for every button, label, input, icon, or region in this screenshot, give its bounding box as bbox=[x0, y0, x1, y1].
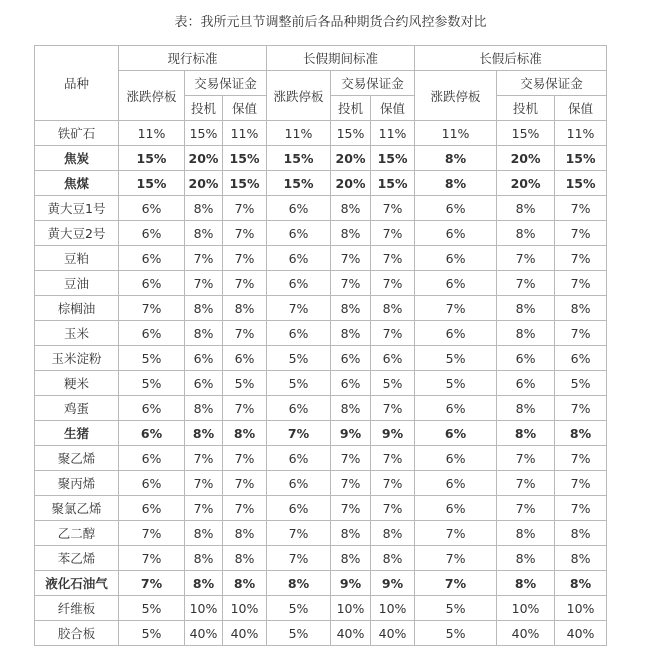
value-cell: 6% bbox=[415, 446, 497, 471]
header-group-current: 现行标准 bbox=[119, 46, 267, 71]
value-cell: 6% bbox=[119, 421, 185, 446]
variety-cell: 铁矿石 bbox=[35, 121, 119, 146]
value-cell: 7% bbox=[267, 521, 331, 546]
header-spec-current: 投机 bbox=[185, 96, 223, 121]
variety-cell: 纤维板 bbox=[35, 596, 119, 621]
table-row bbox=[35, 396, 607, 421]
table-row bbox=[35, 296, 607, 321]
value-cell: 7% bbox=[371, 246, 415, 271]
value-cell: 5% bbox=[267, 621, 331, 646]
value-cell: 20% bbox=[497, 146, 555, 171]
value-cell: 6% bbox=[415, 271, 497, 296]
variety-cell: 胶合板 bbox=[35, 621, 119, 646]
table-row bbox=[35, 121, 607, 146]
value-cell: 8% bbox=[371, 546, 415, 571]
value-cell: 7% bbox=[497, 446, 555, 471]
value-cell: 15% bbox=[185, 121, 223, 146]
value-cell: 11% bbox=[555, 121, 607, 146]
value-cell: 5% bbox=[415, 346, 497, 371]
value-cell: 15% bbox=[555, 171, 607, 196]
value-cell: 6% bbox=[555, 346, 607, 371]
value-cell: 6% bbox=[119, 446, 185, 471]
variety-cell: 聚丙烯 bbox=[35, 471, 119, 496]
value-cell: 8% bbox=[497, 421, 555, 446]
header-hedge-holiday: 保值 bbox=[371, 96, 415, 121]
value-cell: 11% bbox=[223, 121, 267, 146]
value-cell: 6% bbox=[119, 196, 185, 221]
value-cell: 8% bbox=[185, 321, 223, 346]
value-cell: 6% bbox=[223, 346, 267, 371]
value-cell: 7% bbox=[185, 246, 223, 271]
value-cell: 6% bbox=[119, 246, 185, 271]
value-cell: 8% bbox=[331, 221, 371, 246]
value-cell: 6% bbox=[497, 371, 555, 396]
value-cell: 8% bbox=[267, 571, 331, 596]
value-cell: 7% bbox=[185, 496, 223, 521]
variety-cell: 豆粕 bbox=[35, 246, 119, 271]
value-cell: 8% bbox=[415, 171, 497, 196]
value-cell: 7% bbox=[555, 471, 607, 496]
value-cell: 6% bbox=[415, 196, 497, 221]
value-cell: 6% bbox=[267, 321, 331, 346]
value-cell: 5% bbox=[119, 621, 185, 646]
value-cell: 5% bbox=[415, 596, 497, 621]
value-cell: 5% bbox=[267, 346, 331, 371]
value-cell: 8% bbox=[497, 221, 555, 246]
variety-cell: 焦炭 bbox=[35, 146, 119, 171]
value-cell: 6% bbox=[119, 471, 185, 496]
table-caption: 表：我所元旦节调整前后各品种期货合约风控参数对比 bbox=[174, 15, 487, 30]
table-row bbox=[35, 446, 607, 471]
value-cell: 6% bbox=[119, 496, 185, 521]
value-cell: 6% bbox=[415, 471, 497, 496]
header-spec-after: 投机 bbox=[497, 96, 555, 121]
value-cell: 8% bbox=[497, 296, 555, 321]
value-cell: 5% bbox=[267, 596, 331, 621]
value-cell: 6% bbox=[267, 446, 331, 471]
value-cell: 15% bbox=[223, 171, 267, 196]
value-cell: 6% bbox=[331, 371, 371, 396]
variety-cell: 玉米 bbox=[35, 321, 119, 346]
value-cell: 7% bbox=[267, 546, 331, 571]
table-row bbox=[35, 321, 607, 346]
value-cell: 8% bbox=[497, 546, 555, 571]
value-cell: 7% bbox=[555, 446, 607, 471]
value-cell: 5% bbox=[223, 371, 267, 396]
value-cell: 15% bbox=[331, 121, 371, 146]
value-cell: 6% bbox=[415, 396, 497, 421]
value-cell: 7% bbox=[185, 446, 223, 471]
table-row bbox=[35, 471, 607, 496]
variety-cell: 玉米淀粉 bbox=[35, 346, 119, 371]
table-body bbox=[35, 121, 607, 646]
value-cell: 8% bbox=[555, 546, 607, 571]
value-cell: 10% bbox=[185, 596, 223, 621]
value-cell: 7% bbox=[415, 571, 497, 596]
variety-cell: 乙二醇 bbox=[35, 521, 119, 546]
value-cell: 6% bbox=[415, 321, 497, 346]
value-cell: 11% bbox=[415, 121, 497, 146]
header-row-categories bbox=[35, 71, 607, 96]
value-cell: 10% bbox=[371, 596, 415, 621]
header-group-after: 长假后标准 bbox=[415, 46, 607, 71]
table-row bbox=[35, 521, 607, 546]
value-cell: 5% bbox=[371, 371, 415, 396]
variety-cell: 豆油 bbox=[35, 271, 119, 296]
value-cell: 7% bbox=[267, 421, 331, 446]
value-cell: 6% bbox=[267, 271, 331, 296]
value-cell: 6% bbox=[267, 496, 331, 521]
value-cell: 5% bbox=[119, 371, 185, 396]
table-row bbox=[35, 196, 607, 221]
variety-cell: 粳米 bbox=[35, 371, 119, 396]
value-cell: 20% bbox=[185, 171, 223, 196]
value-cell: 6% bbox=[119, 271, 185, 296]
variety-cell: 生猪 bbox=[35, 421, 119, 446]
value-cell: 6% bbox=[119, 321, 185, 346]
value-cell: 8% bbox=[497, 571, 555, 596]
value-cell: 8% bbox=[185, 421, 223, 446]
header-margin-current: 交易保证金 bbox=[185, 71, 267, 96]
value-cell: 8% bbox=[331, 546, 371, 571]
value-cell: 6% bbox=[267, 396, 331, 421]
value-cell: 8% bbox=[555, 571, 607, 596]
header-hedge-after: 保值 bbox=[555, 96, 607, 121]
value-cell: 6% bbox=[119, 221, 185, 246]
value-cell: 8% bbox=[371, 296, 415, 321]
value-cell: 7% bbox=[331, 496, 371, 521]
value-cell: 10% bbox=[223, 596, 267, 621]
value-cell: 8% bbox=[331, 196, 371, 221]
value-cell: 40% bbox=[185, 621, 223, 646]
value-cell: 8% bbox=[371, 521, 415, 546]
value-cell: 7% bbox=[223, 471, 267, 496]
value-cell: 8% bbox=[497, 196, 555, 221]
value-cell: 8% bbox=[185, 196, 223, 221]
value-cell: 10% bbox=[555, 596, 607, 621]
value-cell: 7% bbox=[223, 246, 267, 271]
value-cell: 7% bbox=[371, 196, 415, 221]
value-cell: 8% bbox=[185, 221, 223, 246]
value-cell: 8% bbox=[223, 546, 267, 571]
value-cell: 7% bbox=[119, 521, 185, 546]
table-row bbox=[35, 271, 607, 296]
value-cell: 6% bbox=[267, 221, 331, 246]
value-cell: 8% bbox=[497, 321, 555, 346]
risk-parameter-table bbox=[34, 45, 607, 646]
value-cell: 6% bbox=[185, 371, 223, 396]
header-group-holiday: 长假期间标准 bbox=[267, 46, 415, 71]
value-cell: 7% bbox=[371, 271, 415, 296]
value-cell: 7% bbox=[497, 271, 555, 296]
value-cell: 7% bbox=[223, 446, 267, 471]
table-row bbox=[35, 621, 607, 646]
variety-cell: 聚氯乙烯 bbox=[35, 496, 119, 521]
value-cell: 7% bbox=[415, 296, 497, 321]
value-cell: 40% bbox=[223, 621, 267, 646]
value-cell: 8% bbox=[223, 296, 267, 321]
value-cell: 7% bbox=[119, 296, 185, 321]
value-cell: 15% bbox=[497, 121, 555, 146]
value-cell: 7% bbox=[555, 321, 607, 346]
header-hedge-current: 保值 bbox=[223, 96, 267, 121]
value-cell: 20% bbox=[497, 171, 555, 196]
table-row bbox=[35, 596, 607, 621]
value-cell: 5% bbox=[415, 371, 497, 396]
value-cell: 8% bbox=[331, 396, 371, 421]
value-cell: 10% bbox=[497, 596, 555, 621]
value-cell: 11% bbox=[119, 121, 185, 146]
value-cell: 7% bbox=[371, 221, 415, 246]
value-cell: 7% bbox=[185, 271, 223, 296]
value-cell: 9% bbox=[371, 421, 415, 446]
value-cell: 8% bbox=[185, 296, 223, 321]
table-row bbox=[35, 571, 607, 596]
value-cell: 7% bbox=[223, 496, 267, 521]
value-cell: 40% bbox=[371, 621, 415, 646]
table-row bbox=[35, 171, 607, 196]
value-cell: 6% bbox=[331, 346, 371, 371]
value-cell: 6% bbox=[267, 196, 331, 221]
value-cell: 7% bbox=[555, 246, 607, 271]
value-cell: 8% bbox=[497, 521, 555, 546]
variety-cell: 焦煤 bbox=[35, 171, 119, 196]
value-cell: 7% bbox=[555, 496, 607, 521]
value-cell: 7% bbox=[267, 296, 331, 321]
value-cell: 9% bbox=[331, 421, 371, 446]
variety-cell: 苯乙烯 bbox=[35, 546, 119, 571]
header-limit-after: 涨跌停板 bbox=[415, 71, 497, 121]
value-cell: 5% bbox=[555, 371, 607, 396]
value-cell: 5% bbox=[267, 371, 331, 396]
value-cell: 7% bbox=[555, 196, 607, 221]
variety-cell: 黄大豆1号 bbox=[35, 196, 119, 221]
value-cell: 5% bbox=[415, 621, 497, 646]
value-cell: 11% bbox=[267, 121, 331, 146]
value-cell: 5% bbox=[119, 346, 185, 371]
value-cell: 6% bbox=[415, 221, 497, 246]
value-cell: 7% bbox=[415, 521, 497, 546]
value-cell: 7% bbox=[331, 446, 371, 471]
value-cell: 8% bbox=[185, 521, 223, 546]
value-cell: 7% bbox=[223, 221, 267, 246]
value-cell: 8% bbox=[185, 571, 223, 596]
header-variety: 品种 bbox=[35, 46, 119, 121]
value-cell: 8% bbox=[223, 521, 267, 546]
value-cell: 7% bbox=[555, 221, 607, 246]
value-cell: 7% bbox=[497, 471, 555, 496]
value-cell: 6% bbox=[371, 346, 415, 371]
value-cell: 7% bbox=[223, 321, 267, 346]
value-cell: 7% bbox=[371, 396, 415, 421]
value-cell: 9% bbox=[331, 571, 371, 596]
value-cell: 40% bbox=[555, 621, 607, 646]
variety-cell: 液化石油气 bbox=[35, 571, 119, 596]
value-cell: 7% bbox=[371, 496, 415, 521]
value-cell: 10% bbox=[331, 596, 371, 621]
value-cell: 7% bbox=[415, 546, 497, 571]
value-cell: 8% bbox=[555, 296, 607, 321]
value-cell: 6% bbox=[497, 346, 555, 371]
value-cell: 40% bbox=[497, 621, 555, 646]
value-cell: 8% bbox=[331, 321, 371, 346]
variety-cell: 黄大豆2号 bbox=[35, 221, 119, 246]
value-cell: 8% bbox=[331, 521, 371, 546]
header-margin-after: 交易保证金 bbox=[497, 71, 607, 96]
value-cell: 7% bbox=[223, 271, 267, 296]
value-cell: 6% bbox=[185, 346, 223, 371]
value-cell: 7% bbox=[555, 396, 607, 421]
value-cell: 8% bbox=[415, 146, 497, 171]
header-limit-current: 涨跌停板 bbox=[119, 71, 185, 121]
value-cell: 8% bbox=[331, 296, 371, 321]
value-cell: 6% bbox=[415, 246, 497, 271]
value-cell: 7% bbox=[223, 396, 267, 421]
value-cell: 20% bbox=[331, 171, 371, 196]
value-cell: 7% bbox=[371, 471, 415, 496]
table-row bbox=[35, 496, 607, 521]
variety-cell: 鸡蛋 bbox=[35, 396, 119, 421]
value-cell: 8% bbox=[497, 396, 555, 421]
value-cell: 7% bbox=[185, 471, 223, 496]
value-cell: 8% bbox=[185, 546, 223, 571]
value-cell: 7% bbox=[497, 246, 555, 271]
value-cell: 7% bbox=[223, 196, 267, 221]
table-row bbox=[35, 221, 607, 246]
value-cell: 15% bbox=[267, 146, 331, 171]
value-cell: 6% bbox=[415, 496, 497, 521]
value-cell: 6% bbox=[267, 471, 331, 496]
value-cell: 40% bbox=[331, 621, 371, 646]
value-cell: 7% bbox=[371, 321, 415, 346]
value-cell: 15% bbox=[119, 171, 185, 196]
variety-cell: 棕榈油 bbox=[35, 296, 119, 321]
table-row bbox=[35, 146, 607, 171]
value-cell: 6% bbox=[415, 421, 497, 446]
value-cell: 15% bbox=[119, 146, 185, 171]
value-cell: 7% bbox=[119, 571, 185, 596]
value-cell: 8% bbox=[555, 421, 607, 446]
variety-cell: 聚乙烯 bbox=[35, 446, 119, 471]
table-row bbox=[35, 371, 607, 396]
value-cell: 7% bbox=[331, 471, 371, 496]
value-cell: 20% bbox=[185, 146, 223, 171]
value-cell: 7% bbox=[331, 246, 371, 271]
header-margin-holiday: 交易保证金 bbox=[331, 71, 415, 96]
table-row bbox=[35, 246, 607, 271]
value-cell: 8% bbox=[555, 521, 607, 546]
value-cell: 11% bbox=[371, 121, 415, 146]
table-row bbox=[35, 421, 607, 446]
value-cell: 6% bbox=[119, 396, 185, 421]
value-cell: 7% bbox=[119, 546, 185, 571]
value-cell: 8% bbox=[185, 396, 223, 421]
header-limit-holiday: 涨跌停板 bbox=[267, 71, 331, 121]
value-cell: 5% bbox=[119, 596, 185, 621]
value-cell: 15% bbox=[555, 146, 607, 171]
value-cell: 7% bbox=[371, 446, 415, 471]
value-cell: 15% bbox=[223, 146, 267, 171]
value-cell: 7% bbox=[331, 271, 371, 296]
header-row-groups bbox=[35, 46, 607, 71]
value-cell: 8% bbox=[223, 571, 267, 596]
value-cell: 15% bbox=[371, 171, 415, 196]
table-row bbox=[35, 546, 607, 571]
value-cell: 20% bbox=[331, 146, 371, 171]
header-spec-holiday: 投机 bbox=[331, 96, 371, 121]
table-row bbox=[35, 346, 607, 371]
value-cell: 9% bbox=[371, 571, 415, 596]
value-cell: 15% bbox=[267, 171, 331, 196]
value-cell: 7% bbox=[555, 271, 607, 296]
value-cell: 15% bbox=[371, 146, 415, 171]
value-cell: 7% bbox=[497, 496, 555, 521]
value-cell: 6% bbox=[267, 246, 331, 271]
value-cell: 8% bbox=[223, 421, 267, 446]
